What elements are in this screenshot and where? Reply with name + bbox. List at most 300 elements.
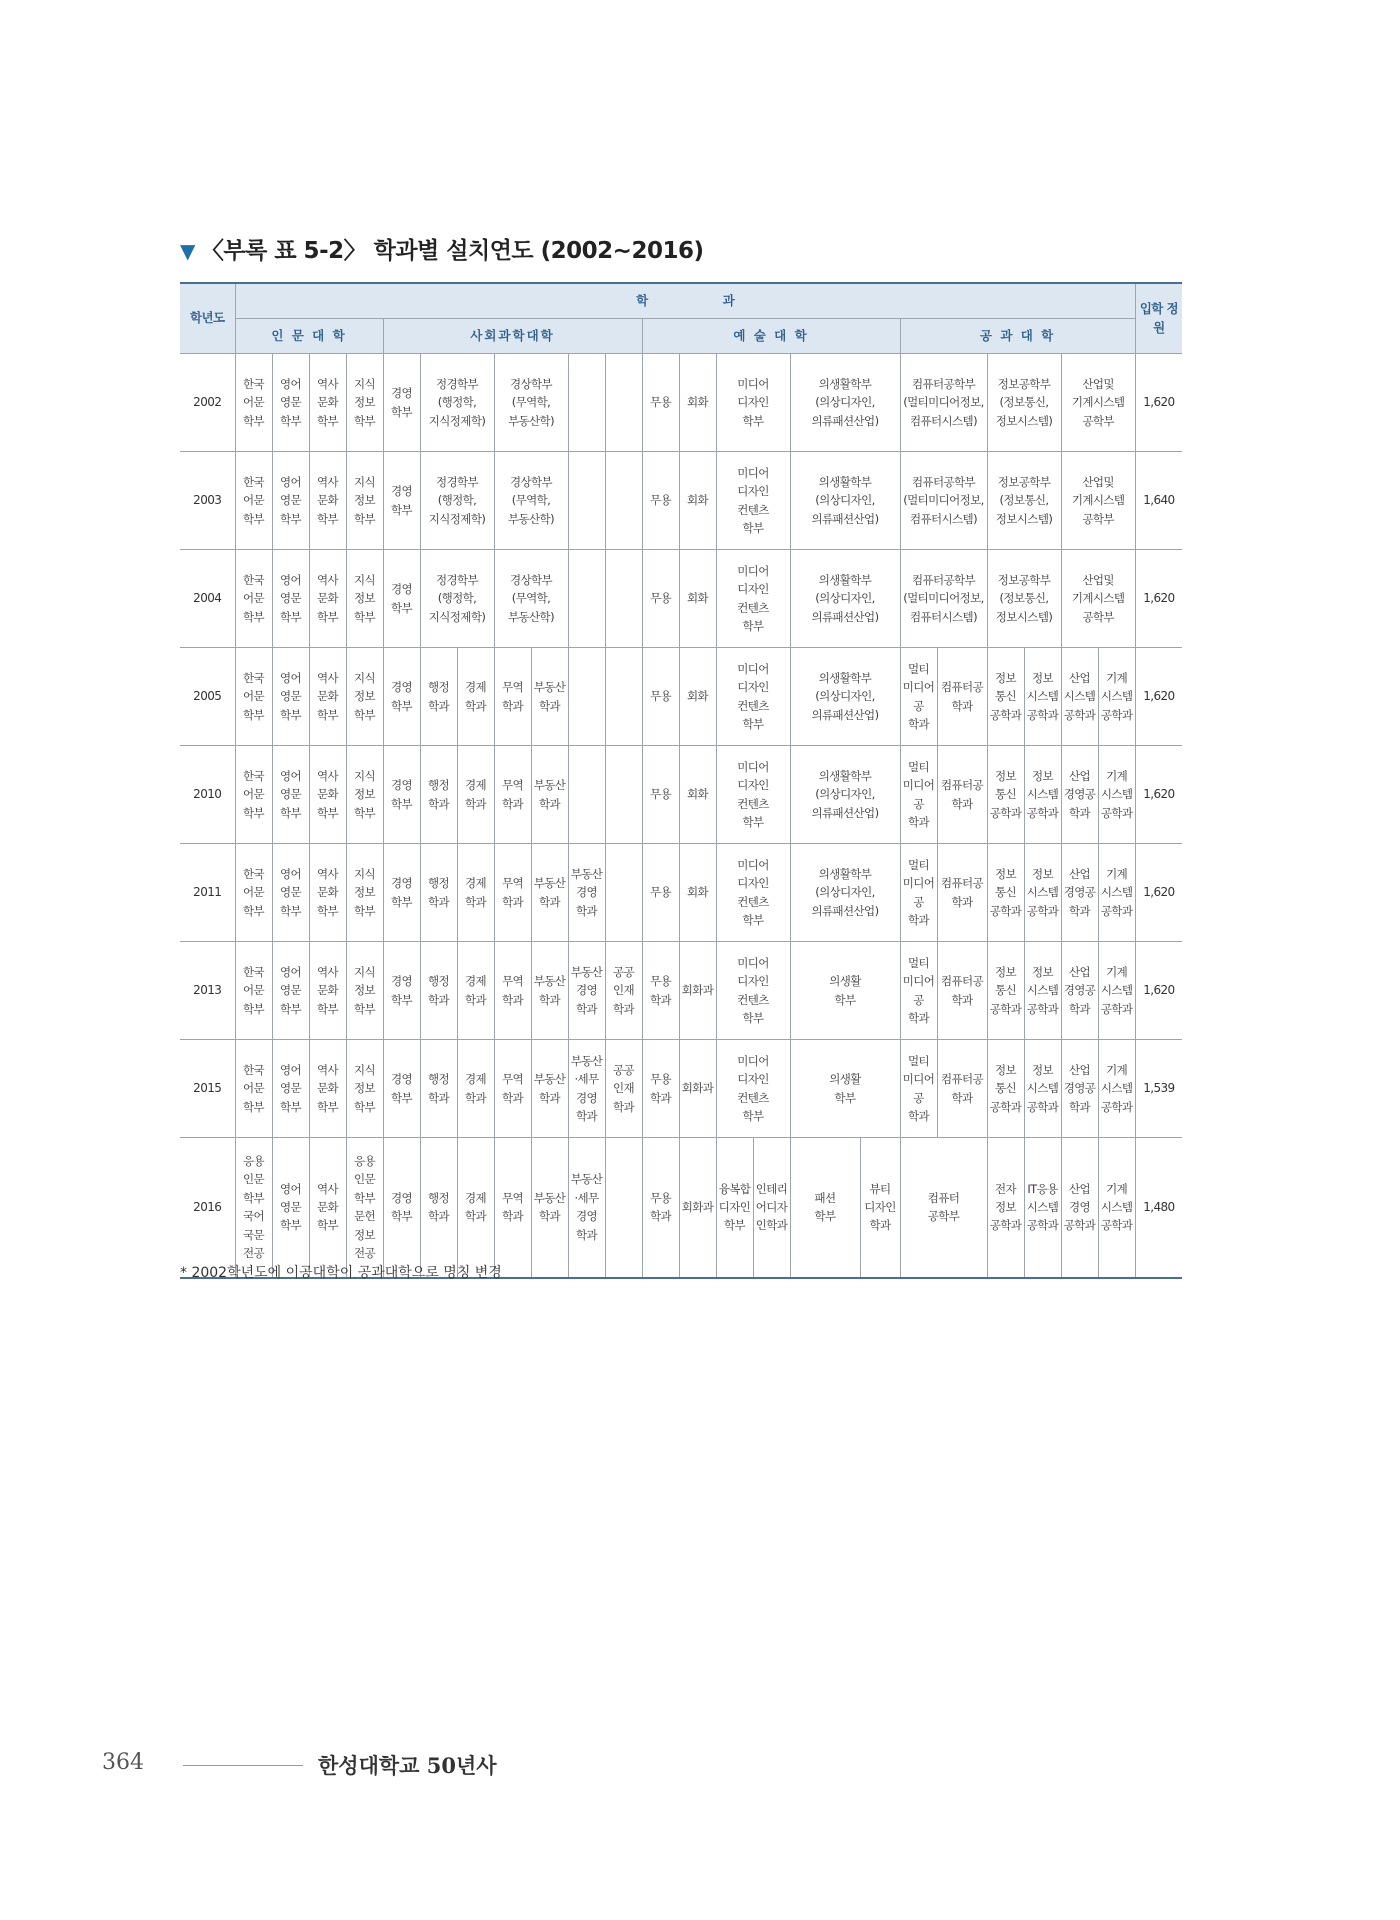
department-name: 역사 문화 학부 <box>316 474 339 526</box>
department-cell <box>383 844 420 942</box>
department-name: 무용 학과 <box>649 1072 672 1105</box>
department-cell <box>790 1138 860 1278</box>
department-name: 멀티 미디어공 학과 <box>902 759 935 829</box>
department-name: 경제 학과 <box>464 974 487 1007</box>
department-cell <box>605 452 642 550</box>
department-cell <box>642 648 679 746</box>
department-name: 부동산 학과 <box>533 876 566 909</box>
quota-cell: 1,620 <box>1135 942 1182 1040</box>
department-name: 멀티 미디어공 학과 <box>902 661 935 731</box>
department-cell <box>346 354 383 452</box>
department-cell <box>1024 746 1061 844</box>
department-name: 정보 통신 공학과 <box>989 866 1022 918</box>
department-name: 경상학부 (무역학, 부동산학) <box>508 474 554 526</box>
department-cell <box>1061 452 1135 550</box>
quota-cell: 1,620 <box>1135 746 1182 844</box>
department-cell <box>272 354 309 452</box>
department-cell <box>420 354 494 452</box>
department-cell <box>272 942 309 1040</box>
department-cell <box>987 354 1061 452</box>
department-cell <box>987 1138 1024 1278</box>
department-cell <box>716 1040 790 1138</box>
department-cell <box>900 648 937 746</box>
department-cell <box>987 648 1024 746</box>
department-name: 정보 통신 공학과 <box>989 1062 1022 1114</box>
department-cell <box>309 746 346 844</box>
department-name: 의생활학부 (의상디자인, 의류패션산업) <box>811 670 879 722</box>
department-cell <box>309 1040 346 1138</box>
department-name: 무역 학과 <box>501 974 524 1007</box>
department-cell <box>716 550 790 648</box>
department-cell <box>642 844 679 942</box>
department-cell <box>605 648 642 746</box>
table-row <box>180 746 1182 844</box>
department-name: 멀티 미디어공 학과 <box>902 857 935 927</box>
table-row <box>180 1138 1182 1278</box>
department-cell <box>900 1138 987 1278</box>
department-cell <box>531 942 568 1040</box>
department-cell <box>679 452 716 550</box>
department-name: 정보 통신 공학과 <box>989 768 1022 820</box>
department-name: 지식 정보 학부 <box>353 572 376 624</box>
department-name: 정보 시스템 공학과 <box>1026 1062 1059 1114</box>
department-name: 영어 영문 학부 <box>279 670 302 722</box>
department-cell <box>346 942 383 1040</box>
department-name: 회화과 <box>681 1200 714 1215</box>
department-cell <box>494 1040 531 1138</box>
department-name: 무역 학과 <box>501 1190 524 1224</box>
department-name: 정경학부 (행정학, 지식정제학) <box>428 376 486 428</box>
department-name: 지식 정보 학부 <box>353 376 376 428</box>
department-name: 부동산 경영 학과 <box>570 964 603 1016</box>
department-cell <box>900 844 937 942</box>
department-cell <box>605 746 642 844</box>
header-college-engineering: 공 과 대 학 <box>900 319 1135 354</box>
department-cell <box>753 1138 790 1278</box>
quota-cell: 1,620 <box>1135 354 1182 452</box>
department-name: 경영 학부 <box>390 484 413 517</box>
department-name: 부동산 ·세무 경영 학과 <box>570 1053 603 1123</box>
department-name: 경영 학부 <box>390 1190 413 1224</box>
department-name: 한국 어문 학부 <box>242 670 265 722</box>
department-name: 의생활학부 (의상디자인, 의류패션산업) <box>811 572 879 624</box>
department-cell <box>494 354 568 452</box>
department-name: 역사 문화 학부 <box>316 768 339 820</box>
department-name: 컴퓨터공학부 (멀티미디어정보, 컴퓨터시스템) <box>903 376 984 428</box>
department-cell <box>642 550 679 648</box>
department-cell <box>383 550 420 648</box>
footer-divider <box>183 1765 303 1766</box>
year-cell: 2010 <box>180 746 235 844</box>
department-cell <box>790 1040 900 1138</box>
department-cell <box>679 1138 716 1278</box>
department-name: 회화과 <box>681 1081 714 1096</box>
department-name: 무역 학과 <box>501 680 524 713</box>
department-cell <box>420 1138 457 1278</box>
department-name: 경제 학과 <box>464 680 487 713</box>
department-cell <box>494 452 568 550</box>
department-cell <box>605 550 642 648</box>
department-name: 컴퓨터공학부 (멀티미디어정보, 컴퓨터시스템) <box>903 572 984 624</box>
quota-cell: 1,620 <box>1135 648 1182 746</box>
department-cell <box>235 452 272 550</box>
department-name: 정경학부 (행정학, 지식정제학) <box>428 474 486 526</box>
year-cell: 2015 <box>180 1040 235 1138</box>
department-name: 부동산 경영 학과 <box>570 866 603 918</box>
department-cell <box>790 354 900 452</box>
department-name: 의생활학부 (의상디자인, 의류패션산업) <box>811 376 879 428</box>
department-cell <box>1024 844 1061 942</box>
header-college-humanities: 인 문 대 학 <box>235 319 383 354</box>
department-name: 역사 문화 학부 <box>316 1181 339 1233</box>
department-name: 미디어 디자인 학부 <box>737 376 769 428</box>
department-name: 의생활학부 (의상디자인, 의류패션산업) <box>811 866 879 918</box>
department-name: 부동산 학과 <box>533 778 566 811</box>
department-name: 역사 문화 학부 <box>316 866 339 918</box>
department-name: 경영 학부 <box>390 680 413 713</box>
department-name: 영어 영문 학부 <box>279 474 302 526</box>
department-name: 부동산 ·세무 경영 학과 <box>570 1172 603 1242</box>
department-cell <box>679 354 716 452</box>
department-name: 컴퓨터공 학과 <box>940 680 984 713</box>
department-name: 영어 영문 학부 <box>279 1181 302 1233</box>
department-name: 정보공학부 (정보통신, 정보시스템) <box>995 572 1053 624</box>
department-cell <box>383 1040 420 1138</box>
footnote: * 2002학년도에 이공대학이 공과대학으로 명칭 변경 <box>180 1265 502 1281</box>
department-name: 컴퓨터공 학과 <box>940 1072 984 1105</box>
department-cell <box>420 844 457 942</box>
department-cell <box>531 648 568 746</box>
department-cell <box>679 1040 716 1138</box>
department-cell <box>790 550 900 648</box>
department-cell <box>309 354 346 452</box>
department-name: 경상학부 (무역학, 부동산학) <box>508 572 554 624</box>
department-name: 기계 시스템 공학과 <box>1100 670 1133 722</box>
department-name: 무역 학과 <box>501 1072 524 1105</box>
department-name: 부동산 학과 <box>533 680 566 713</box>
department-cell <box>1098 844 1135 942</box>
department-name: 융복합 디자인 학부 <box>718 1181 751 1233</box>
department-cell <box>457 648 494 746</box>
year-cell: 2016 <box>180 1138 235 1278</box>
department-name: 무역 학과 <box>501 778 524 811</box>
department-name: 산업및 기계시스템 공학부 <box>1071 474 1125 526</box>
department-cell <box>568 452 605 550</box>
department-cell <box>679 844 716 942</box>
department-cell <box>494 550 568 648</box>
department-name: 무용 <box>649 885 672 900</box>
department-name: 미디어 디자인 컨텐츠 학부 <box>737 955 769 1025</box>
department-cell <box>568 648 605 746</box>
department-cell <box>531 1040 568 1138</box>
department-name: 공공 인재 학과 <box>612 964 635 1016</box>
department-cell <box>605 942 642 1040</box>
department-cell <box>642 1138 679 1278</box>
department-name: 한국 어문 학부 <box>242 1062 265 1114</box>
department-name: 산업및 기계시스템 공학부 <box>1071 572 1125 624</box>
department-cell <box>642 452 679 550</box>
department-cell <box>716 1138 753 1278</box>
department-cell <box>531 844 568 942</box>
department-cell <box>937 844 987 942</box>
department-name: 한국 어문 학부 <box>242 474 265 526</box>
department-cell <box>900 354 987 452</box>
department-cell <box>272 452 309 550</box>
department-cell <box>309 550 346 648</box>
department-name: 무역 학과 <box>501 876 524 909</box>
department-cell <box>309 648 346 746</box>
department-cell <box>272 550 309 648</box>
department-name: 회화 <box>686 493 709 508</box>
department-cell <box>568 354 605 452</box>
department-name: 경영 학부 <box>390 778 413 811</box>
department-name: 산업 경영 공학과 <box>1063 1181 1096 1233</box>
department-name: 행정 학과 <box>427 680 450 713</box>
quota-cell: 1,539 <box>1135 1040 1182 1138</box>
table-row <box>180 452 1182 550</box>
department-name: 기계 시스템 공학과 <box>1100 1181 1133 1233</box>
department-name: 미디어 디자인 컨텐츠 학부 <box>737 759 769 829</box>
department-cell <box>568 1138 605 1278</box>
department-name: 컴퓨터공학부 (멀티미디어정보, 컴퓨터시스템) <box>903 474 984 526</box>
department-cell <box>987 550 1061 648</box>
department-cell <box>383 648 420 746</box>
table-title-text: 〈부록 표 5-2〉 학과별 설치연도 (2002~2016) <box>200 238 704 264</box>
department-name: 의생활 학부 <box>829 974 861 1007</box>
department-cell <box>1061 1138 1098 1278</box>
department-cell <box>309 452 346 550</box>
year-cell: 2004 <box>180 550 235 648</box>
department-cell <box>605 844 642 942</box>
department-name: 행정 학과 <box>427 1072 450 1105</box>
department-name: 경제 학과 <box>464 1190 487 1224</box>
department-name: 정보 통신 공학과 <box>989 964 1022 1016</box>
department-name: 경제 학과 <box>464 778 487 811</box>
department-cell <box>679 550 716 648</box>
department-name: 미디어 디자인 컨텐츠 학부 <box>737 563 769 633</box>
department-name: 정보 시스템 공학과 <box>1026 964 1059 1016</box>
department-cell <box>1098 1138 1135 1278</box>
department-name: 기계 시스템 공학과 <box>1100 1062 1133 1114</box>
department-name: 산업및 기계시스템 공학부 <box>1071 376 1125 428</box>
footer-book-title: 한성대학교 50년사 <box>318 1753 497 1778</box>
department-cell <box>679 746 716 844</box>
department-name: 패션 학부 <box>814 1190 836 1224</box>
department-cell <box>679 648 716 746</box>
department-cell <box>383 354 420 452</box>
department-name: 행정 학과 <box>427 778 450 811</box>
table-row <box>180 550 1182 648</box>
year-cell: 2005 <box>180 648 235 746</box>
department-cell <box>457 942 494 1040</box>
department-cell <box>383 942 420 1040</box>
quota-cell: 1,620 <box>1135 844 1182 942</box>
department-cell <box>987 942 1024 1040</box>
department-name: 산업 경영공 학과 <box>1063 768 1096 820</box>
department-name: 경제 학과 <box>464 876 487 909</box>
department-cell <box>900 1040 937 1138</box>
department-name: 지식 정보 학부 <box>353 866 376 918</box>
department-cell <box>1061 1040 1098 1138</box>
department-cell <box>790 942 900 1040</box>
department-name: 컴퓨터공 학과 <box>940 876 984 909</box>
department-name: 역사 문화 학부 <box>316 572 339 624</box>
department-cell <box>937 1040 987 1138</box>
department-name: 전자 정보 공학과 <box>989 1181 1022 1233</box>
department-name: 부동산 학과 <box>533 974 566 1007</box>
department-cell <box>346 550 383 648</box>
header-college-social-science: 사회과학대학 <box>383 319 642 354</box>
department-cell <box>900 452 987 550</box>
header-year: 학년도 <box>180 283 235 354</box>
department-cell <box>605 1138 642 1278</box>
department-name: 미디어 디자인 컨텐츠 학부 <box>737 661 769 731</box>
department-cell <box>494 844 531 942</box>
department-cell <box>235 1138 272 1278</box>
department-name: 영어 영문 학부 <box>279 768 302 820</box>
department-name: 한국 어문 학부 <box>242 768 265 820</box>
department-cell <box>937 746 987 844</box>
department-cell <box>937 648 987 746</box>
department-cell <box>987 844 1024 942</box>
department-name: 기계 시스템 공학과 <box>1100 768 1133 820</box>
department-name: 한국 어문 학부 <box>242 964 265 1016</box>
quota-cell: 1,620 <box>1135 550 1182 648</box>
department-name: 부동산 학과 <box>533 1072 566 1105</box>
department-name: 정보 시스템 공학과 <box>1026 866 1059 918</box>
department-cell <box>937 942 987 1040</box>
department-name: 경영 학부 <box>390 1072 413 1105</box>
department-cell <box>1098 746 1135 844</box>
department-cell <box>346 1138 383 1278</box>
department-name: 지식 정보 학부 <box>353 964 376 1016</box>
department-cell <box>420 746 457 844</box>
department-name: 회화 <box>686 787 709 802</box>
department-cell <box>457 844 494 942</box>
department-cell <box>900 550 987 648</box>
department-cell <box>235 942 272 1040</box>
department-cell <box>900 746 937 844</box>
department-name: 컴퓨터 공학부 <box>927 1190 960 1224</box>
department-cell <box>1098 1040 1135 1138</box>
department-cell <box>272 1138 309 1278</box>
department-name: 컴퓨터공 학과 <box>940 778 984 811</box>
department-cell <box>790 648 900 746</box>
year-cell: 2011 <box>180 844 235 942</box>
department-name: 한국 어문 학부 <box>242 866 265 918</box>
department-name: 미디어 디자인 컨텐츠 학부 <box>737 1053 769 1123</box>
department-cell <box>642 746 679 844</box>
department-cell <box>716 746 790 844</box>
department-name: IT응용 시스템 공학과 <box>1026 1181 1059 1233</box>
department-cell <box>790 452 900 550</box>
department-cell <box>420 1040 457 1138</box>
department-name: 정경학부 (행정학, 지식정제학) <box>428 572 486 624</box>
department-cell <box>860 1138 900 1278</box>
department-name: 뷰티 디자인 학과 <box>864 1181 896 1233</box>
department-name: 미디어 디자인 컨텐츠 학부 <box>737 465 769 535</box>
department-cell <box>568 746 605 844</box>
department-name: 의생활학부 (의상디자인, 의류패션산업) <box>811 768 879 820</box>
table-row <box>180 844 1182 942</box>
department-name: 영어 영문 학부 <box>279 866 302 918</box>
header-departments: 학 과 <box>235 283 1135 319</box>
department-cell <box>420 648 457 746</box>
department-cell <box>494 648 531 746</box>
department-cell <box>420 550 494 648</box>
department-cell <box>987 746 1024 844</box>
department-cell <box>346 1040 383 1138</box>
department-cell <box>1061 648 1098 746</box>
triangle-marker-icon: ▼ <box>180 239 195 263</box>
department-cell <box>494 942 531 1040</box>
header-quota: 입학 정원 <box>1135 283 1182 354</box>
department-cell <box>309 942 346 1040</box>
department-cell <box>457 1040 494 1138</box>
department-cell <box>235 844 272 942</box>
department-name: 무용 <box>649 395 672 410</box>
department-cell <box>346 452 383 550</box>
department-cell <box>235 1040 272 1138</box>
department-cell <box>309 844 346 942</box>
department-name: 멀티 미디어공 학과 <box>902 1053 935 1123</box>
department-cell <box>235 354 272 452</box>
department-name: 회화 <box>686 395 709 410</box>
department-cell <box>457 746 494 844</box>
table-body <box>180 354 1182 1278</box>
department-cell <box>494 1138 531 1278</box>
department-name: 지식 정보 학부 <box>353 670 376 722</box>
department-name: 무용 <box>649 689 672 704</box>
department-name: 역사 문화 학부 <box>316 376 339 428</box>
department-name: 공공 인재 학과 <box>612 1062 635 1114</box>
department-name: 경영 학부 <box>390 876 413 909</box>
department-name: 지식 정보 학부 <box>353 474 376 526</box>
department-cell <box>272 1040 309 1138</box>
department-cell <box>716 942 790 1040</box>
department-name: 회화 <box>686 885 709 900</box>
department-name: 회화과 <box>681 983 714 998</box>
department-cell <box>420 942 457 1040</box>
department-cell <box>420 452 494 550</box>
department-name: 경영 학부 <box>390 386 413 419</box>
department-name: 컴퓨터공 학과 <box>940 974 984 1007</box>
header-college-arts: 예 술 대 학 <box>642 319 900 354</box>
department-name: 지식 정보 학부 <box>353 1062 376 1114</box>
table-row <box>180 354 1182 452</box>
department-cell <box>900 942 937 1040</box>
department-cell <box>1024 648 1061 746</box>
department-name: 무용 <box>649 493 672 508</box>
department-cell <box>272 844 309 942</box>
department-cell <box>987 1040 1024 1138</box>
department-cell <box>346 648 383 746</box>
department-name: 정보공학부 (정보통신, 정보시스템) <box>995 376 1053 428</box>
department-name: 무용 <box>649 591 672 606</box>
department-name: 영어 영문 학부 <box>279 376 302 428</box>
department-cell <box>383 1138 420 1278</box>
department-cell <box>383 746 420 844</box>
table-header <box>180 283 1182 354</box>
department-name: 지식 정보 학부 <box>353 768 376 820</box>
department-name: 회화 <box>686 591 709 606</box>
department-name: 기계 시스템 공학과 <box>1100 964 1133 1016</box>
table-row <box>180 648 1182 746</box>
department-cell <box>716 844 790 942</box>
department-name: 경제 학과 <box>464 1072 487 1105</box>
department-name: 영어 영문 학부 <box>279 964 302 1016</box>
department-name: 의생활 학부 <box>829 1072 861 1105</box>
